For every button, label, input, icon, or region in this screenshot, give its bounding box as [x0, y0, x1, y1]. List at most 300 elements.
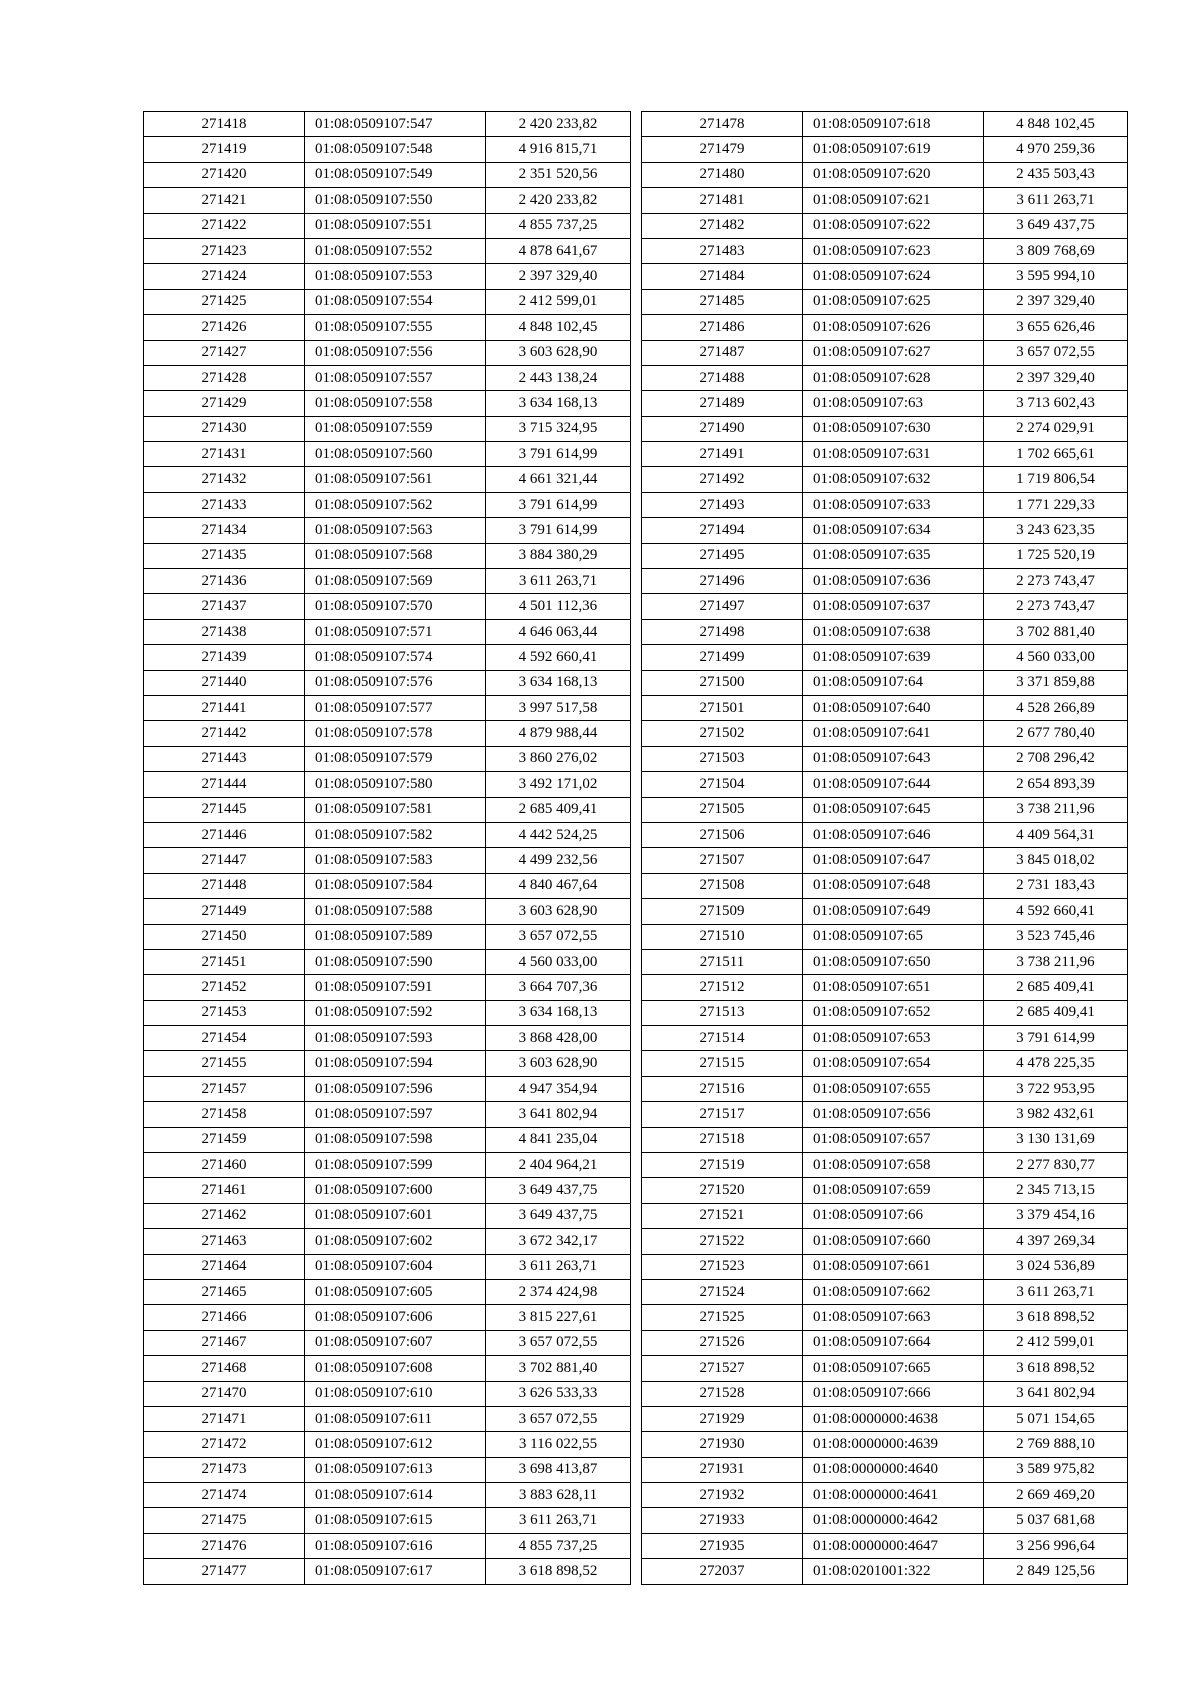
- row-number-cell: 271453: [144, 1000, 305, 1025]
- table-row: [642, 188, 1128, 213]
- value-cell: 3 603 628,90: [486, 899, 631, 924]
- cadastral-number-cell: 01:08:0509107:639: [803, 645, 984, 670]
- value-cell: 2 708 296,42: [984, 746, 1128, 771]
- cadastral-number-cell: 01:08:0509107:608: [305, 1356, 486, 1381]
- cadastral-number-cell: 01:08:0000000:4642: [803, 1508, 984, 1533]
- cadastral-number-cell: 01:08:0509107:653: [803, 1026, 984, 1051]
- table-row: [642, 1051, 1128, 1076]
- cadastral-number-cell: 01:08:0509107:601: [305, 1203, 486, 1228]
- value-cell: 3 256 996,64: [984, 1533, 1128, 1558]
- row-number-cell: 271467: [144, 1330, 305, 1355]
- cadastral-number-cell: 01:08:0509107:569: [305, 569, 486, 594]
- value-cell: 2 769 888,10: [984, 1432, 1128, 1457]
- cadastral-number-cell: 01:08:0509107:594: [305, 1051, 486, 1076]
- value-cell: 3 634 168,13: [486, 1000, 631, 1025]
- value-cell: 4 879 988,44: [486, 721, 631, 746]
- value-cell: 4 592 660,41: [984, 899, 1128, 924]
- value-cell: 3 657 072,55: [486, 1406, 631, 1431]
- value-cell: 4 970 259,36: [984, 137, 1128, 162]
- cadastral-number-cell: 01:08:0509107:615: [305, 1508, 486, 1533]
- table-row: [144, 873, 631, 898]
- table-row: [642, 1533, 1128, 1558]
- table-row: [144, 645, 631, 670]
- value-cell: 1 725 520,19: [984, 543, 1128, 568]
- row-number-cell: 271511: [642, 949, 803, 974]
- table-row: [642, 1330, 1128, 1355]
- row-number-cell: 271930: [642, 1432, 803, 1457]
- cadastral-number-cell: 01:08:0509107:641: [803, 721, 984, 746]
- row-number-cell: 271420: [144, 162, 305, 187]
- cadastral-number-cell: 01:08:0509107:584: [305, 873, 486, 898]
- value-cell: 4 848 102,45: [984, 112, 1128, 137]
- cadastral-number-cell: 01:08:0509107:651: [803, 975, 984, 1000]
- row-number-cell: 271463: [144, 1229, 305, 1254]
- cadastral-number-cell: 01:08:0509107:558: [305, 391, 486, 416]
- table-row: [642, 1178, 1128, 1203]
- value-cell: 1 702 665,61: [984, 442, 1128, 467]
- row-number-cell: 271516: [642, 1076, 803, 1101]
- value-cell: 3 603 628,90: [486, 340, 631, 365]
- row-number-cell: 271481: [642, 188, 803, 213]
- table-row: [642, 1153, 1128, 1178]
- cadastral-number-cell: 01:08:0509107:637: [803, 594, 984, 619]
- value-cell: 5 037 681,68: [984, 1508, 1128, 1533]
- table-row: [642, 695, 1128, 720]
- cadastral-number-cell: 01:08:0509107:628: [803, 365, 984, 390]
- row-number-cell: 271497: [642, 594, 803, 619]
- cadastral-number-cell: 01:08:0509107:614: [305, 1483, 486, 1508]
- cadastral-number-cell: 01:08:0509107:554: [305, 289, 486, 314]
- cadastral-number-cell: 01:08:0509107:619: [803, 137, 984, 162]
- row-number-cell: 271504: [642, 772, 803, 797]
- value-cell: 4 947 354,94: [486, 1076, 631, 1101]
- cadastral-number-cell: 01:08:0509107:618: [803, 112, 984, 137]
- table-row: [144, 1229, 631, 1254]
- cadastral-number-cell: 01:08:0509107:640: [803, 695, 984, 720]
- value-cell: 2 277 830,77: [984, 1153, 1128, 1178]
- row-number-cell: 271448: [144, 873, 305, 898]
- cadastral-number-cell: 01:08:0509107:604: [305, 1254, 486, 1279]
- value-cell: 2 443 138,24: [486, 365, 631, 390]
- cadastral-number-cell: 01:08:0509107:592: [305, 1000, 486, 1025]
- value-cell: 4 560 033,00: [486, 949, 631, 974]
- value-cell: 4 560 033,00: [984, 645, 1128, 670]
- table-row: [144, 1305, 631, 1330]
- cadastral-number-cell: 01:08:0509107:620: [803, 162, 984, 187]
- row-number-cell: 271418: [144, 112, 305, 137]
- cadastral-number-cell: 01:08:0509107:582: [305, 822, 486, 847]
- value-cell: 3 815 227,61: [486, 1305, 631, 1330]
- table-row: [642, 518, 1128, 543]
- row-number-cell: 271488: [642, 365, 803, 390]
- value-cell: 4 916 815,71: [486, 137, 631, 162]
- cadastral-number-cell: 01:08:0509107:578: [305, 721, 486, 746]
- value-cell: 3 738 211,96: [984, 797, 1128, 822]
- value-cell: 3 702 881,40: [486, 1356, 631, 1381]
- table-row: [144, 416, 631, 441]
- row-number-cell: 271518: [642, 1127, 803, 1152]
- right-table: [641, 111, 1128, 1585]
- row-number-cell: 271424: [144, 264, 305, 289]
- value-cell: 3 634 168,13: [486, 670, 631, 695]
- value-cell: 3 379 454,16: [984, 1203, 1128, 1228]
- table-row: [642, 1127, 1128, 1152]
- row-number-cell: 271444: [144, 772, 305, 797]
- table-row: [144, 188, 631, 213]
- value-cell: 1 771 229,33: [984, 492, 1128, 517]
- cadastral-number-cell: 01:08:0509107:665: [803, 1356, 984, 1381]
- row-number-cell: 271449: [144, 899, 305, 924]
- row-number-cell: 271492: [642, 467, 803, 492]
- row-number-cell: 271458: [144, 1102, 305, 1127]
- row-number-cell: 271526: [642, 1330, 803, 1355]
- cadastral-number-cell: 01:08:0509107:662: [803, 1279, 984, 1304]
- cadastral-number-cell: 01:08:0509107:611: [305, 1406, 486, 1431]
- cadastral-number-cell: 01:08:0509107:664: [803, 1330, 984, 1355]
- row-number-cell: 271519: [642, 1153, 803, 1178]
- row-number-cell: 271450: [144, 924, 305, 949]
- table-row: [144, 1533, 631, 1558]
- table-row: [144, 721, 631, 746]
- row-number-cell: 271436: [144, 569, 305, 594]
- table-row: [144, 848, 631, 873]
- cadastral-number-cell: 01:08:0509107:561: [305, 467, 486, 492]
- row-number-cell: 271506: [642, 822, 803, 847]
- table-row: [642, 873, 1128, 898]
- value-cell: 3 595 994,10: [984, 264, 1128, 289]
- row-number-cell: 271465: [144, 1279, 305, 1304]
- table-row: [144, 1406, 631, 1431]
- cadastral-number-cell: 01:08:0509107:560: [305, 442, 486, 467]
- table-row: [144, 1381, 631, 1406]
- row-number-cell: 271496: [642, 569, 803, 594]
- value-cell: 3 982 432,61: [984, 1102, 1128, 1127]
- row-number-cell: 271434: [144, 518, 305, 543]
- row-number-cell: 271428: [144, 365, 305, 390]
- row-number-cell: 271438: [144, 619, 305, 644]
- value-cell: 2 404 964,21: [486, 1153, 631, 1178]
- row-number-cell: 271512: [642, 975, 803, 1000]
- cadastral-number-cell: 01:08:0509107:610: [305, 1381, 486, 1406]
- table-row: [642, 619, 1128, 644]
- value-cell: 3 618 898,52: [984, 1356, 1128, 1381]
- row-number-cell: 271437: [144, 594, 305, 619]
- cadastral-number-cell: 01:08:0509107:63: [803, 391, 984, 416]
- cadastral-number-cell: 01:08:0509107:666: [803, 1381, 984, 1406]
- table-row: [642, 315, 1128, 340]
- cadastral-number-cell: 01:08:0000000:4647: [803, 1533, 984, 1558]
- row-number-cell: 271423: [144, 238, 305, 263]
- table-row: [144, 1356, 631, 1381]
- row-number-cell: 271470: [144, 1381, 305, 1406]
- value-cell: 3 641 802,94: [984, 1381, 1128, 1406]
- table-row: [642, 1254, 1128, 1279]
- table-row: [144, 1076, 631, 1101]
- table-row: [642, 949, 1128, 974]
- value-cell: 4 501 112,36: [486, 594, 631, 619]
- row-number-cell: 271486: [642, 315, 803, 340]
- row-number-cell: 271935: [642, 1533, 803, 1558]
- table-row: [642, 1356, 1128, 1381]
- cadastral-number-cell: 01:08:0201001:322: [803, 1559, 984, 1584]
- cadastral-number-cell: 01:08:0509107:548: [305, 137, 486, 162]
- cadastral-number-cell: 01:08:0509107:613: [305, 1457, 486, 1482]
- row-number-cell: 271520: [642, 1178, 803, 1203]
- row-number-cell: 271443: [144, 746, 305, 771]
- table-row: [642, 1381, 1128, 1406]
- table-row: [642, 238, 1128, 263]
- table-row: [642, 340, 1128, 365]
- cadastral-number-cell: 01:08:0509107:625: [803, 289, 984, 314]
- cadastral-number-cell: 01:08:0509107:623: [803, 238, 984, 263]
- value-cell: 2 435 503,43: [984, 162, 1128, 187]
- row-number-cell: 271455: [144, 1051, 305, 1076]
- row-number-cell: 271421: [144, 188, 305, 213]
- value-cell: 3 611 263,71: [984, 1279, 1128, 1304]
- value-cell: 2 397 329,40: [984, 365, 1128, 390]
- row-number-cell: 271477: [144, 1559, 305, 1584]
- table-row: [144, 619, 631, 644]
- cadastral-number-cell: 01:08:0509107:588: [305, 899, 486, 924]
- table-row: [642, 1000, 1128, 1025]
- table-row: [144, 695, 631, 720]
- cadastral-number-cell: 01:08:0509107:549: [305, 162, 486, 187]
- cadastral-number-cell: 01:08:0509107:652: [803, 1000, 984, 1025]
- value-cell: 2 274 029,91: [984, 416, 1128, 441]
- value-cell: 2 273 743,47: [984, 569, 1128, 594]
- table-row: [642, 899, 1128, 924]
- value-cell: 2 273 743,47: [984, 594, 1128, 619]
- table-row: [642, 772, 1128, 797]
- row-number-cell: 271503: [642, 746, 803, 771]
- row-number-cell: 271441: [144, 695, 305, 720]
- value-cell: 3 657 072,55: [486, 1330, 631, 1355]
- table-row: [642, 1102, 1128, 1127]
- table-row: [642, 112, 1128, 137]
- cadastral-number-cell: 01:08:0509107:590: [305, 949, 486, 974]
- value-cell: 3 523 745,46: [984, 924, 1128, 949]
- value-cell: 2 412 599,01: [984, 1330, 1128, 1355]
- value-cell: 3 649 437,75: [984, 213, 1128, 238]
- table-row: [144, 289, 631, 314]
- cadastral-number-cell: 01:08:0509107:574: [305, 645, 486, 670]
- cadastral-number-cell: 01:08:0000000:4640: [803, 1457, 984, 1482]
- value-cell: 4 848 102,45: [486, 315, 631, 340]
- cadastral-number-cell: 01:08:0509107:552: [305, 238, 486, 263]
- row-number-cell: 271473: [144, 1457, 305, 1482]
- cadastral-number-cell: 01:08:0509107:646: [803, 822, 984, 847]
- table-row: [144, 518, 631, 543]
- table-row: [642, 289, 1128, 314]
- cadastral-number-cell: 01:08:0509107:559: [305, 416, 486, 441]
- table-row: [642, 467, 1128, 492]
- row-number-cell: 271480: [642, 162, 803, 187]
- table-row: [144, 162, 631, 187]
- cadastral-number-cell: 01:08:0509107:557: [305, 365, 486, 390]
- cadastral-number-cell: 01:08:0509107:612: [305, 1432, 486, 1457]
- table-row: [642, 1203, 1128, 1228]
- value-cell: 3 845 018,02: [984, 848, 1128, 873]
- table-row: [642, 670, 1128, 695]
- value-cell: 3 715 324,95: [486, 416, 631, 441]
- value-cell: 3 791 614,99: [984, 1026, 1128, 1051]
- row-number-cell: 271439: [144, 645, 305, 670]
- table-row: [642, 162, 1128, 187]
- table-row: [144, 924, 631, 949]
- cadastral-number-cell: 01:08:0509107:600: [305, 1178, 486, 1203]
- table-row: [642, 1559, 1128, 1584]
- table-row: [642, 1229, 1128, 1254]
- value-cell: 3 603 628,90: [486, 1051, 631, 1076]
- table-row: [144, 264, 631, 289]
- value-cell: 2 397 329,40: [984, 289, 1128, 314]
- value-cell: 3 702 881,40: [984, 619, 1128, 644]
- row-number-cell: 271440: [144, 670, 305, 695]
- cadastral-number-cell: 01:08:0509107:622: [803, 213, 984, 238]
- cadastral-number-cell: 01:08:0509107:570: [305, 594, 486, 619]
- value-cell: 3 611 263,71: [486, 569, 631, 594]
- table-row: [642, 442, 1128, 467]
- value-cell: 3 589 975,82: [984, 1457, 1128, 1482]
- cadastral-number-cell: 01:08:0509107:627: [803, 340, 984, 365]
- row-number-cell: 271501: [642, 695, 803, 720]
- table-row: [642, 924, 1128, 949]
- table-row: [642, 543, 1128, 568]
- value-cell: 3 657 072,55: [984, 340, 1128, 365]
- cadastral-number-cell: 01:08:0509107:599: [305, 1153, 486, 1178]
- cadastral-number-cell: 01:08:0509107:649: [803, 899, 984, 924]
- table-row: [144, 822, 631, 847]
- value-cell: 3 791 614,99: [486, 442, 631, 467]
- cadastral-number-cell: 01:08:0509107:645: [803, 797, 984, 822]
- row-number-cell: 271524: [642, 1279, 803, 1304]
- value-cell: 2 731 183,43: [984, 873, 1128, 898]
- table-row: [144, 467, 631, 492]
- row-number-cell: 271483: [642, 238, 803, 263]
- row-number-cell: 271419: [144, 137, 305, 162]
- value-cell: 3 130 131,69: [984, 1127, 1128, 1152]
- cadastral-number-cell: 01:08:0509107:634: [803, 518, 984, 543]
- table-row: [642, 1483, 1128, 1508]
- value-cell: 3 664 707,36: [486, 975, 631, 1000]
- value-cell: 2 420 233,82: [486, 188, 631, 213]
- table-row: [642, 569, 1128, 594]
- table-row: [144, 213, 631, 238]
- row-number-cell: 271442: [144, 721, 305, 746]
- cadastral-number-cell: 01:08:0509107:655: [803, 1076, 984, 1101]
- table-row: [642, 797, 1128, 822]
- cadastral-number-cell: 01:08:0509107:654: [803, 1051, 984, 1076]
- table-row: [144, 1432, 631, 1457]
- cadastral-number-cell: 01:08:0509107:571: [305, 619, 486, 644]
- cadastral-number-cell: 01:08:0509107:602: [305, 1229, 486, 1254]
- cadastral-number-cell: 01:08:0509107:657: [803, 1127, 984, 1152]
- row-number-cell: 271510: [642, 924, 803, 949]
- value-cell: 3 618 898,52: [486, 1559, 631, 1584]
- value-cell: 4 878 641,67: [486, 238, 631, 263]
- row-number-cell: 271515: [642, 1051, 803, 1076]
- table-row: [642, 975, 1128, 1000]
- cadastral-number-cell: 01:08:0509107:597: [305, 1102, 486, 1127]
- row-number-cell: 271490: [642, 416, 803, 441]
- cadastral-number-cell: 01:08:0509107:660: [803, 1229, 984, 1254]
- value-cell: 2 374 424,98: [486, 1279, 631, 1304]
- row-number-cell: 272037: [642, 1559, 803, 1584]
- cadastral-number-cell: 01:08:0509107:616: [305, 1533, 486, 1558]
- table-row: [144, 1127, 631, 1152]
- row-number-cell: 271425: [144, 289, 305, 314]
- row-number-cell: 271475: [144, 1508, 305, 1533]
- value-cell: 3 634 168,13: [486, 391, 631, 416]
- row-number-cell: 271931: [642, 1457, 803, 1482]
- cadastral-number-cell: 01:08:0509107:547: [305, 112, 486, 137]
- row-number-cell: 271479: [642, 137, 803, 162]
- table-row: [144, 391, 631, 416]
- cadastral-number-cell: 01:08:0509107:598: [305, 1127, 486, 1152]
- value-cell: 3 649 437,75: [486, 1203, 631, 1228]
- value-cell: 4 840 467,64: [486, 873, 631, 898]
- cadastral-number-cell: 01:08:0509107:580: [305, 772, 486, 797]
- value-cell: 3 672 342,17: [486, 1229, 631, 1254]
- value-cell: 3 884 380,29: [486, 543, 631, 568]
- cadastral-number-cell: 01:08:0509107:617: [305, 1559, 486, 1584]
- value-cell: 4 646 063,44: [486, 619, 631, 644]
- value-cell: 3 698 413,87: [486, 1457, 631, 1482]
- table-row: [642, 848, 1128, 873]
- row-number-cell: 271514: [642, 1026, 803, 1051]
- row-number-cell: 271478: [642, 112, 803, 137]
- row-number-cell: 271460: [144, 1153, 305, 1178]
- value-cell: 4 499 232,56: [486, 848, 631, 873]
- row-number-cell: 271502: [642, 721, 803, 746]
- row-number-cell: 271528: [642, 1381, 803, 1406]
- cadastral-number-cell: 01:08:0509107:632: [803, 467, 984, 492]
- cadastral-number-cell: 01:08:0509107:650: [803, 949, 984, 974]
- row-number-cell: 271435: [144, 543, 305, 568]
- cadastral-number-cell: 01:08:0509107:583: [305, 848, 486, 873]
- value-cell: 3 868 428,00: [486, 1026, 631, 1051]
- row-number-cell: 271447: [144, 848, 305, 873]
- value-cell: 2 420 233,82: [486, 112, 631, 137]
- cadastral-number-cell: 01:08:0509107:66: [803, 1203, 984, 1228]
- value-cell: 3 883 628,11: [486, 1483, 631, 1508]
- table-row: [144, 1000, 631, 1025]
- value-cell: 3 657 072,55: [486, 924, 631, 949]
- table-row: [642, 1457, 1128, 1482]
- cadastral-number-cell: 01:08:0509107:621: [803, 188, 984, 213]
- row-number-cell: 271472: [144, 1432, 305, 1457]
- table-row: [642, 137, 1128, 162]
- value-cell: 4 855 737,25: [486, 1533, 631, 1558]
- table-row: [144, 569, 631, 594]
- table-row: [642, 1406, 1128, 1431]
- right-table-body: [642, 112, 1128, 1585]
- value-cell: 3 809 768,69: [984, 238, 1128, 263]
- row-number-cell: 271433: [144, 492, 305, 517]
- table-row: [642, 645, 1128, 670]
- value-cell: 2 685 409,41: [984, 975, 1128, 1000]
- value-cell: 3 611 263,71: [486, 1508, 631, 1533]
- cadastral-number-cell: 01:08:0509107:589: [305, 924, 486, 949]
- cadastral-number-cell: 01:08:0509107:636: [803, 569, 984, 594]
- row-number-cell: 271484: [642, 264, 803, 289]
- cadastral-number-cell: 01:08:0509107:658: [803, 1153, 984, 1178]
- value-cell: 3 722 953,95: [984, 1076, 1128, 1101]
- table-row: [144, 797, 631, 822]
- table-row: [144, 112, 631, 137]
- value-cell: 4 478 225,35: [984, 1051, 1128, 1076]
- value-cell: 2 685 409,41: [486, 797, 631, 822]
